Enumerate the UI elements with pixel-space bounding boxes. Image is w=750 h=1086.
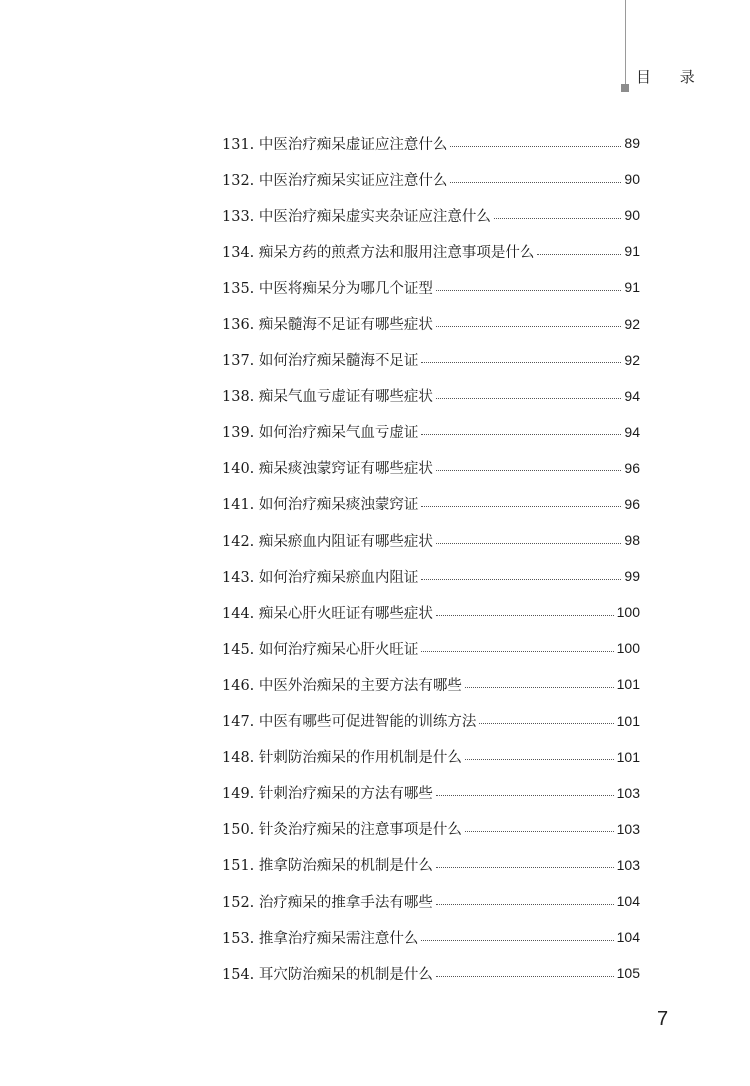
toc-entry-page: 103	[616, 856, 640, 873]
toc-entry-page: 91	[624, 243, 640, 260]
toc-dot-leader	[465, 759, 614, 760]
toc-entry-page: 101	[616, 712, 640, 729]
toc-entry[interactable]	[222, 955, 640, 991]
toc-entry-title: 144. 痴呆心肝火旺证有哪些症状	[222, 605, 433, 622]
toc-dot-leader	[537, 254, 621, 255]
toc-entry-page: 90	[624, 171, 640, 188]
toc-entry[interactable]	[222, 486, 640, 522]
toc-entry[interactable]	[222, 703, 640, 739]
toc-dot-leader	[421, 651, 613, 652]
toc-entry-page: 101	[616, 748, 640, 765]
toc-entry[interactable]	[222, 378, 640, 414]
toc-entry-title: 138. 痴呆气血亏虚证有哪些症状	[222, 389, 433, 406]
toc-entry-title: 139. 如何治疗痴呆气血亏虚证	[222, 425, 419, 442]
toc-entry-title: 140. 痴呆痰浊蒙窍证有哪些症状	[222, 461, 433, 478]
toc-dot-leader	[436, 867, 614, 868]
toc-entry[interactable]	[222, 630, 640, 666]
toc-entry-title: 151. 推拿防治痴呆的机制是什么	[222, 858, 433, 875]
toc-entry-page: 91	[624, 279, 640, 296]
toc-entry-page: 104	[616, 893, 640, 910]
toc-entry-title: 148. 针刺防治痴呆的作用机制是什么	[222, 750, 462, 767]
toc-entry-title: 143. 如何治疗痴呆瘀血内阻证	[222, 569, 419, 586]
toc-dot-leader	[436, 904, 614, 905]
toc-entry[interactable]	[222, 739, 640, 775]
toc-entry-page: 94	[624, 387, 640, 404]
toc-entry[interactable]	[222, 197, 640, 233]
toc-entry[interactable]	[222, 233, 640, 269]
toc-dot-leader	[436, 398, 622, 399]
toc-dot-leader	[436, 795, 614, 796]
toc-entry-title: 134. 痴呆方药的煎煮方法和服用注意事项是什么	[222, 244, 535, 261]
toc-entry-page: 100	[616, 640, 640, 657]
toc-entry-title: 154. 耳穴防治痴呆的机制是什么	[222, 966, 433, 983]
toc-entry-page: 94	[624, 423, 640, 440]
toc-entry[interactable]	[222, 811, 640, 847]
toc-dot-leader	[421, 579, 621, 580]
toc-dot-leader	[436, 976, 614, 977]
toc-dot-leader	[450, 182, 621, 183]
toc-entry-title: 150. 针灸治疗痴呆的注意事项是什么	[222, 822, 462, 839]
toc-dot-leader	[450, 146, 621, 147]
toc-entry[interactable]	[222, 847, 640, 883]
toc-entry-page: 96	[624, 495, 640, 512]
toc-entry[interactable]	[222, 450, 640, 486]
toc-entry-page: 104	[616, 929, 640, 946]
toc-entry-title: 141. 如何治疗痴呆痰浊蒙窍证	[222, 497, 419, 514]
toc-dot-leader	[436, 615, 614, 616]
toc-entry[interactable]	[222, 594, 640, 630]
toc-entry[interactable]	[222, 125, 640, 161]
toc-entry-page: 103	[616, 820, 640, 837]
toc-entry[interactable]	[222, 666, 640, 702]
toc-dot-leader	[494, 218, 622, 219]
toc-entry-title: 132. 中医治疗痴呆实证应注意什么	[222, 172, 448, 189]
toc-entry[interactable]	[222, 775, 640, 811]
page-number: 7	[657, 1008, 669, 1030]
toc-dot-leader	[436, 470, 622, 471]
toc-entry-title: 145. 如何治疗痴呆心肝火旺证	[222, 641, 419, 658]
toc-entry-title: 142. 痴呆瘀血内阻证有哪些症状	[222, 533, 433, 550]
toc-entry-title: 135. 中医将痴呆分为哪几个证型	[222, 280, 433, 297]
toc-entry[interactable]	[222, 414, 640, 450]
toc-entry-page: 90	[624, 207, 640, 224]
toc-dot-leader	[465, 831, 614, 832]
toc-entry[interactable]	[222, 883, 640, 919]
table-of-contents	[222, 125, 640, 991]
toc-entry-page: 89	[624, 135, 640, 152]
toc-entry-page: 105	[616, 965, 640, 982]
toc-entry-page: 92	[624, 351, 640, 368]
toc-entry-title: 133. 中医治疗痴呆虚实夹杂证应注意什么	[222, 208, 491, 225]
toc-dot-leader	[436, 326, 622, 327]
toc-entry-page: 98	[624, 532, 640, 549]
toc-entry-title: 149. 针刺治疗痴呆的方法有哪些	[222, 786, 433, 803]
toc-dot-leader	[421, 506, 621, 507]
toc-dot-leader	[465, 687, 614, 688]
toc-entry-page: 99	[624, 568, 640, 585]
header-divider-line	[625, 0, 626, 88]
header-square-marker	[621, 84, 629, 92]
toc-entry-page: 100	[616, 604, 640, 621]
toc-entry-title: 137. 如何治疗痴呆髓海不足证	[222, 353, 419, 370]
toc-dot-leader	[421, 940, 613, 941]
toc-entry[interactable]	[222, 522, 640, 558]
toc-entry[interactable]	[222, 305, 640, 341]
toc-entry[interactable]	[222, 342, 640, 378]
toc-entry-title: 152. 治疗痴呆的推拿手法有哪些	[222, 894, 433, 911]
toc-entry[interactable]	[222, 269, 640, 305]
toc-entry-page: 96	[624, 459, 640, 476]
toc-entry-title: 131. 中医治疗痴呆虚证应注意什么	[222, 136, 448, 153]
toc-entry[interactable]	[222, 161, 640, 197]
toc-dot-leader	[421, 362, 621, 363]
toc-entry-page: 92	[624, 315, 640, 332]
toc-dot-leader	[436, 290, 622, 291]
toc-dot-leader	[436, 543, 622, 544]
toc-entry-title: 153. 推拿治疗痴呆需注意什么	[222, 930, 419, 947]
toc-dot-leader	[421, 434, 621, 435]
section-title: 目 录	[636, 68, 707, 86]
toc-entry-title: 147. 中医有哪些可促进智能的训练方法	[222, 714, 477, 731]
toc-entry[interactable]	[222, 558, 640, 594]
toc-entry-page: 101	[616, 676, 640, 693]
toc-entry-title: 136. 痴呆髓海不足证有哪些症状	[222, 317, 433, 334]
toc-entry-title: 146. 中医外治痴呆的主要方法有哪些	[222, 677, 462, 694]
toc-entry-page: 103	[616, 784, 640, 801]
toc-dot-leader	[479, 723, 613, 724]
toc-entry[interactable]	[222, 919, 640, 955]
